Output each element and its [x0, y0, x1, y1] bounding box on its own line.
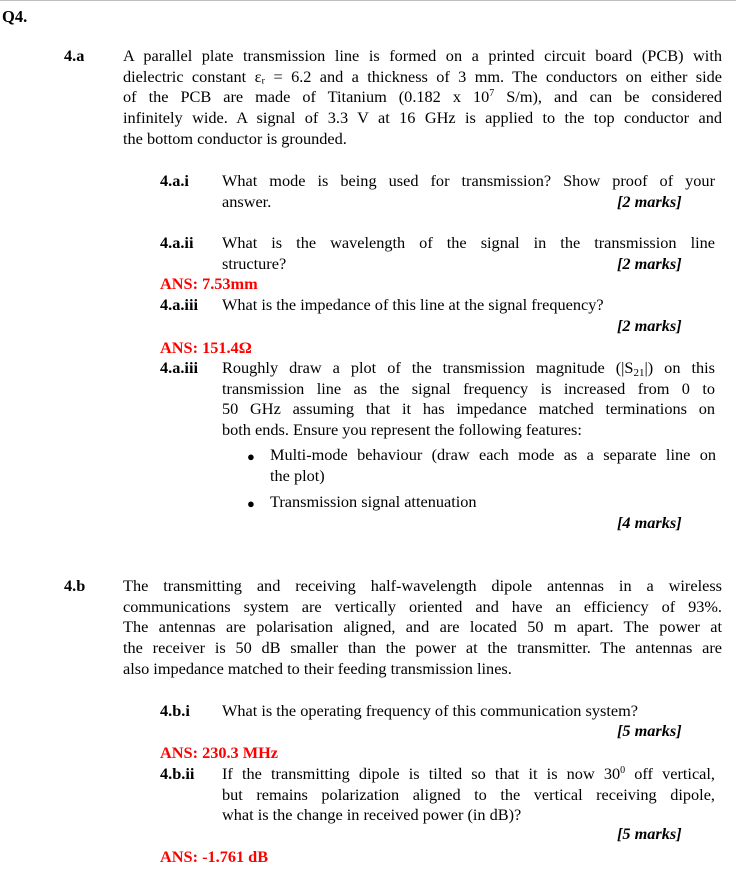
marks: [2 marks] — [617, 254, 682, 273]
intro-line: the receiver is 50 dB smaller than the power at the transmitter. The antennas are — [123, 638, 722, 658]
intro-line: infinitely wide. A signal of 3.3 V at 16 GHz is applied to the top conductor and — [123, 108, 722, 128]
part-a-number: 4.a — [64, 46, 85, 65]
sub-number: 4.a.i — [160, 171, 189, 190]
sub-number: 4.a.iii — [160, 295, 198, 314]
part-a-intro — [123, 46, 722, 150]
intro-line: the bottom conductor is grounded. — [123, 128, 347, 148]
bullet-icon: ● — [247, 496, 255, 511]
bullet-icon: ● — [247, 449, 255, 464]
answer: ANS: 230.3 MHz — [160, 743, 279, 762]
sub-question: What is the operating frequency of this communication system? — [222, 701, 638, 720]
intro-line: also impedance matched to their feeding transmission lines. — [123, 658, 512, 678]
question-title: Q4. — [2, 7, 28, 26]
sub-number: 4.b.ii — [160, 764, 195, 783]
sub-number: 4.a.iii — [160, 358, 198, 377]
sub-number: 4.b.i — [160, 701, 190, 720]
marks: [5 marks] — [617, 824, 682, 843]
top-rule — [0, 0, 736, 1]
marks: [2 marks] — [617, 316, 682, 335]
answer: ANS: -1.761 dB — [160, 847, 269, 866]
intro-line: The transmitting and receiving half-wavelength dipole antennas in a wireless — [123, 576, 722, 595]
intro-line: A parallel plate transmission line is formed on a printed circuit board (PCB) with — [123, 46, 722, 65]
answer: ANS: 7.53mm — [160, 274, 258, 293]
marks: [2 marks] — [617, 192, 682, 211]
marks: [4 marks] — [617, 513, 682, 532]
bullet-item: Transmission signal attenuation — [270, 492, 477, 511]
sub-question: What mode is being used for transmission? Show proof of your — [222, 171, 715, 190]
sub-question: What is the wavelength of the signal in the transmission line — [222, 233, 715, 252]
answer: ANS: 151.4Ω — [160, 338, 252, 357]
sub-number: 4.a.ii — [160, 233, 194, 252]
bullet-item: Multi-mode behaviour (draw each mode as a separate line on the plot) — [270, 445, 716, 485]
sub-question: If the transmitting dipole is tilted so that it is now $30^0$ off vertical, but remains polarization aligned to the vertical receiving dipole, what is the change in received power (in dB)? — [222, 764, 716, 825]
sub-question: What is the impedance of this line at the signal frequency? — [222, 295, 604, 314]
part-b-number: 4.b — [64, 576, 86, 595]
marks: [5 marks] — [617, 721, 682, 740]
part-b-intro — [123, 576, 722, 680]
intro-line: dielectric constant εᵣ = 6.2 and a thickness of 3 mm. The conductors on either side — [123, 66, 722, 86]
sub-question: Roughly draw a plot of the transmission magnitude $(|S_{21}|)$ on this transmission line as the signal frequency is increased from 0 to 50 GHz assuming that it has impedance matched terminations on both ends. Ensure you represent the following features: — [222, 358, 715, 440]
sub-question-cont: structure? — [222, 254, 287, 273]
sub-question-cont: answer. — [222, 192, 272, 211]
intro-line: of the PCB are made of Titanium (0.182 x $10^7$ S/m), and can be considered — [123, 87, 722, 107]
intro-line: communications system are vertically oriented and have an efficiency of 93%. — [123, 596, 722, 616]
intro-line: The antennas are polarisation aligned, and are located 50 m apart. The power at — [123, 617, 722, 637]
